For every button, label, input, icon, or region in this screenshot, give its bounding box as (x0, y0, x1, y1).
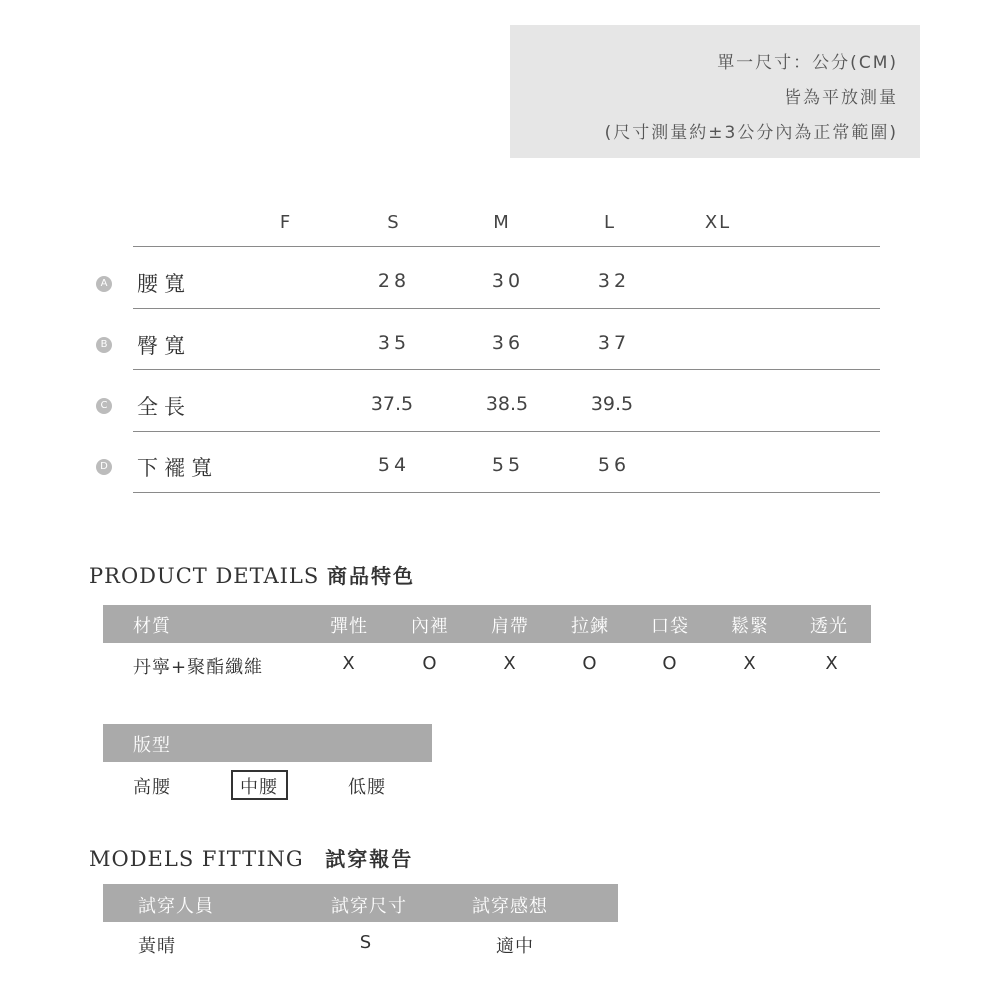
row-label-hip: 臀寬 (137, 334, 191, 358)
row-badge: B (96, 337, 112, 353)
divider (133, 431, 880, 432)
row-label-hem: 下襬寬 (137, 456, 218, 480)
lining-value: O (422, 653, 438, 674)
note-unit: 單一尺寸：公分(CM) (717, 53, 898, 73)
sheer-value: X (825, 653, 839, 674)
model-impression: 適中 (496, 936, 534, 957)
header-model: 試穿人員 (138, 896, 214, 917)
model-size: S (359, 932, 373, 953)
header-pocket: 口袋 (651, 616, 689, 637)
size-header-l: L (603, 212, 617, 233)
models-fitting-title-cn: 試穿報告 (325, 847, 414, 871)
cell: 38.5 (485, 393, 529, 415)
header-elasticity: 彈性 (330, 616, 368, 637)
fit-option-low-waist: 低腰 (348, 777, 386, 798)
product-details-title (89, 560, 415, 589)
header-zipper: 拉鍊 (571, 616, 609, 637)
straps-value: X (503, 653, 517, 674)
header-size-worn: 試穿尺寸 (331, 896, 407, 917)
divider (133, 308, 880, 309)
product-details-title-en: PRODUCT DETAILS (89, 564, 320, 588)
waistband-value: X (743, 653, 757, 674)
header-sheer: 透光 (810, 616, 848, 637)
cell: 37 (597, 332, 631, 354)
row-label-length: 全長 (137, 395, 191, 419)
fit-option-high-waist: 高腰 (133, 777, 171, 798)
models-fitting-title (89, 843, 413, 872)
cell: 28 (377, 270, 411, 292)
divider (133, 246, 880, 247)
header-waistband: 鬆緊 (731, 616, 769, 637)
cell: 56 (597, 454, 631, 476)
cell: 39.5 (590, 393, 634, 415)
header-impression: 試穿感想 (472, 896, 548, 917)
row-label-waist: 腰寬 (137, 272, 191, 296)
fit-option-mid-waist: 中腰 (240, 777, 278, 798)
cell: 54 (377, 454, 411, 476)
cell: 30 (491, 270, 525, 292)
material-value: 丹寧+聚酯纖維 (133, 657, 264, 678)
header-material: 材質 (133, 616, 171, 637)
row-badge: A (96, 276, 112, 292)
size-header-s: S (387, 212, 401, 233)
size-header-xl: XL (704, 212, 732, 233)
divider (133, 369, 880, 370)
cell: 32 (597, 270, 631, 292)
cell: 55 (491, 454, 525, 476)
models-fitting-title-en: MODELS FITTING (89, 847, 304, 871)
zipper-value: O (582, 653, 598, 674)
cell: 37.5 (370, 393, 414, 415)
elasticity-value: X (342, 653, 356, 674)
header-lining: 內裡 (411, 616, 449, 637)
cell: 36 (491, 332, 525, 354)
size-header-f: F (279, 212, 293, 233)
note-flat-measure: 皆為平放測量 (784, 88, 898, 108)
row-badge: C (96, 398, 112, 414)
model-name: 黃晴 (138, 936, 176, 957)
product-details-title-cn: 商品特色 (326, 564, 415, 588)
divider (133, 492, 880, 493)
header-straps: 肩帶 (491, 616, 529, 637)
note-tolerance: (尺寸測量約±3公分內為正常範圍) (604, 123, 898, 143)
pocket-value: O (662, 653, 678, 674)
size-header-m: M (493, 212, 511, 233)
row-badge: D (96, 459, 112, 475)
fit-header: 版型 (133, 735, 171, 756)
cell: 35 (377, 332, 411, 354)
measurement-note (510, 25, 920, 158)
